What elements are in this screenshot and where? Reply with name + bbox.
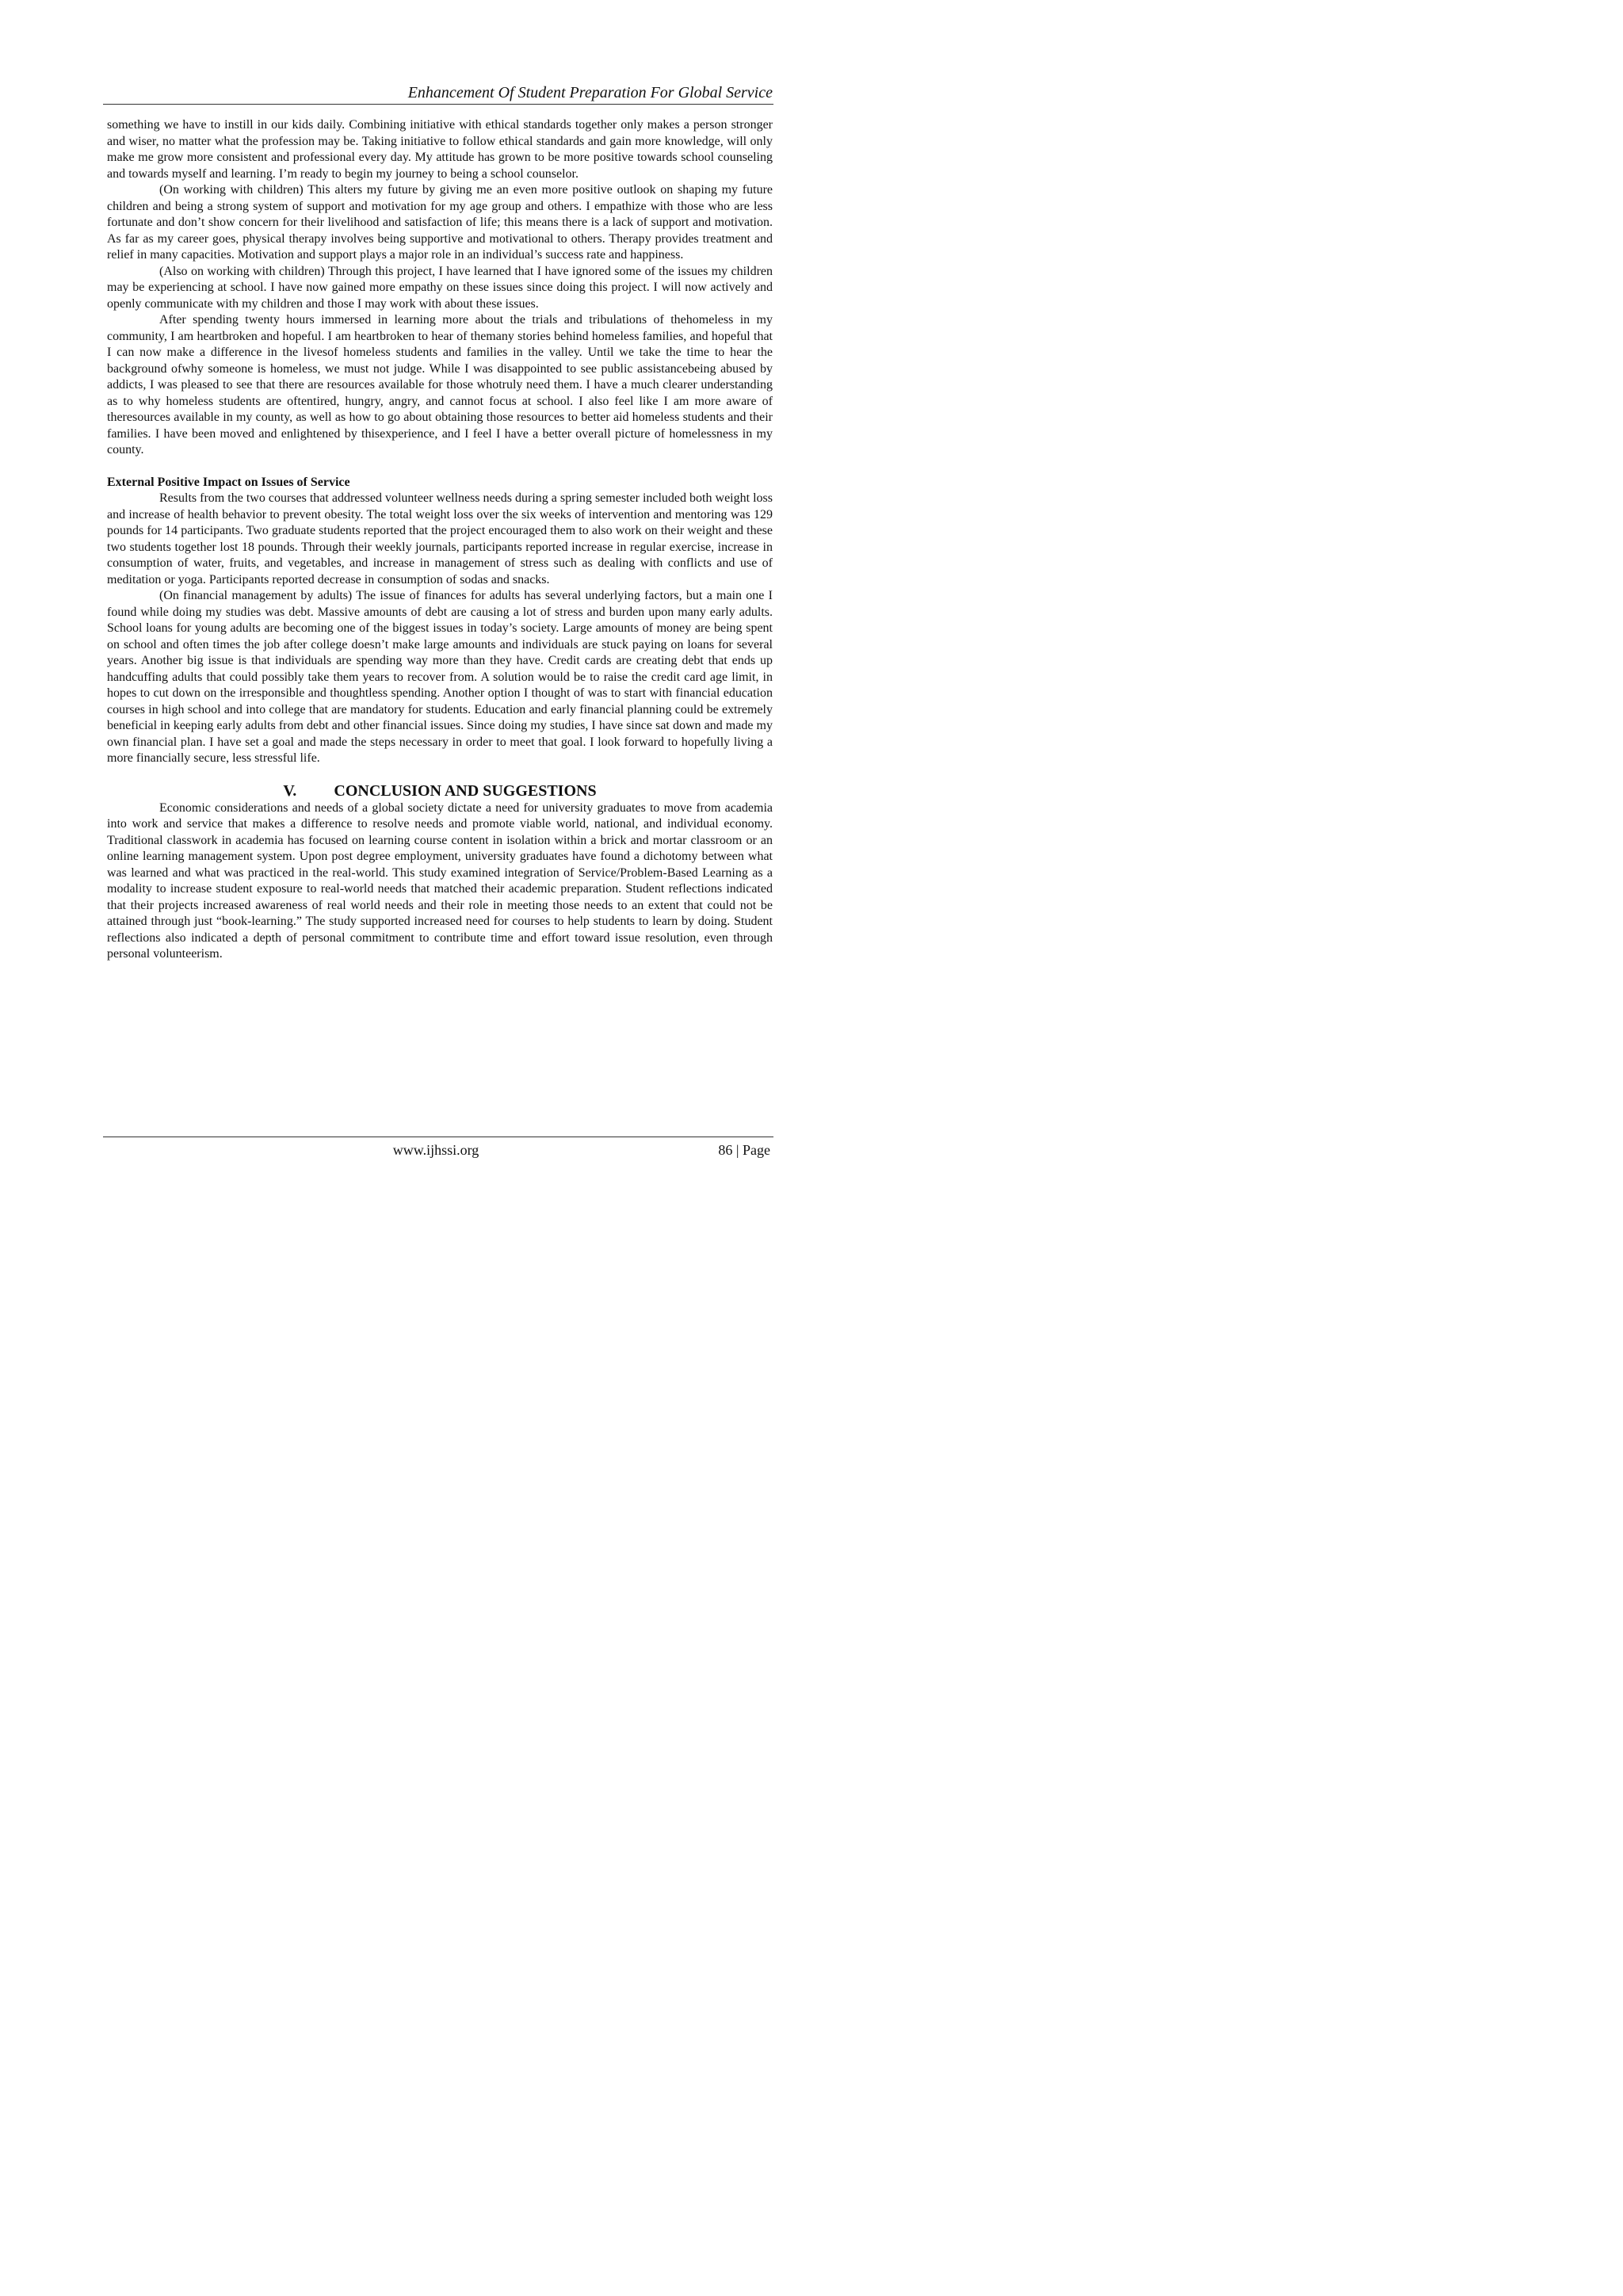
paragraph: (Also on working with children) Through this project, I have learned that I have ignored some of the issues my children may be experiencing at school. I have now gained more empathy on these issues since doing this project. I will now actively and openly communicate with my children and those I may work with about these issues. — [107, 264, 773, 311]
paragraph: something we have to instill in our kids daily. Combining initiative with ethical standards together only makes a person stronger and wiser, no matter what the profession may be. Taking initiative to follow ethical standards and gain more knowledge, will only make me grow more consistent and professional every day. My attitude has grown to be more positive towards school counseling and towards myself and learning. I’m ready to begin my journey to being a school counselor. — [107, 118, 773, 181]
paragraph: Economic considerations and needs of a global society dictate a need for university graduates to move from academia into work and service that makes a difference to resolve needs and promote viable world, national, and individual economy. Traditional classwork in academia has focused on learning course content in isolation within a brick and mortar classroom or an online learning management system. Upon post degree employment, university graduates have found a dichotomy between what was learned and what was practiced in the real-world. This study examined integration of Service/Problem-Based Learning as a modality to increase student exposure to real-world needs that matched their academic preparation. Student reflections indicated that their projects increased awareness of real world needs and their role in meeting those needs to an extent that could not be attained through just “book-learning.” The study supported increased need for courses to help students to learn by doing. Student reflections also indicated a depth of personal commitment to contribute time and effort toward issue resolution, even through personal volunteerism. — [107, 800, 773, 961]
running-header: Enhancement Of Student Preparation For Global Service — [407, 84, 773, 101]
article-body — [107, 117, 773, 963]
paragraph: (On working with children) This alters my future by giving me an even more positive outlook on shaping my future children and being a strong system of support and motivation for my age group and others. I empathize with those who are less fortunate and don’t show concern for their livelihood and satisfaction of life; this means there is a lack of support and motivation. As far as my career goes, physical therapy involves being supportive and motivational to others. Therapy provides treatment and relief in many capacities. Motivation and support plays a major role in an individual’s success rate and happiness. — [107, 183, 773, 262]
paragraph: After spending twenty hours immersed in learning more about the trials and tribulations of thehomeless in my community, I am heartbroken and hopeful. I am heartbroken to hear of themany stories behind homeless families, and hopeful that I can now make a difference in the livesof homeless students and families in the valley. Until we take the time to hear the background ofwhy someone is homeless, we must not judge. While I was disappointed to see public assistancebeing abused by addicts, I was pleased to see that there are resources available for those whotruly need them. I have a much clearer understanding as to why homeless students are oftentired, hungry, angry, and cannot focus at school. I also feel like I am more aware of theresources available in my county, as well as how to go about obtaining those resources to better aid homeless students and their families. I have been moved and enlightened by thisexperience, and I feel I have a better overall picture of homelessness in my county. — [107, 313, 773, 457]
header-divider — [103, 104, 773, 105]
subheading: External Positive Impact on Issues of Service — [107, 475, 350, 489]
page-number: 86 | Page — [718, 1142, 770, 1158]
paragraph: Results from the two courses that addressed volunteer wellness needs during a spring semester included both weight loss and increase of health behavior to prevent obesity. The total weight loss over the six weeks of intervention and mentoring was 129 pounds for 14 participants. Two graduate students reported that the project encouraged them to also work on their weight and these two students together lost 18 pounds. Through their weekly journals, participants reported increase in regular exercise, increase in consumption of water, fruits, and vegetables, and increase in management of stress such as dealing with conflicts and use of meditation or yoga. Participants reported decrease in consumption of sodas and snacks. — [107, 491, 773, 586]
section-title: CONCLUSION AND SUGGESTIONS — [334, 781, 597, 800]
document-page — [0, 0, 874, 1236]
section-heading — [107, 781, 773, 800]
footer-url: www.ijhssi.org — [392, 1142, 479, 1158]
section-number: V. — [283, 781, 297, 800]
paragraph: (On financial management by adults) The issue of finances for adults has several underlying factors, but a main one I found while doing my studies was debt. Massive amounts of debt are causing a lot of stress and burden upon many early adults. School loans for young adults are becoming one of the biggest issues in today’s society. Large amounts of money are being spent on school and often times the job after college doesn’t make large amounts and individuals are stuck paying on loans for several years. Another big issue is that individuals are spending way more than they have. Credit cards are creating debt that ends up handcuffing adults that could possibly take them years to recover from. A solution would be to raise the credit card age limit, in hopes to cut down on the irresponsible and thoughtless spending. Another option I thought of was to start with financial education courses in high school and into college that are mandatory for students. Education and early financial planning could be extremely beneficial in keeping early adults from debt and other financial issues. Since doing my studies, I have since sat down and made my own financial plan. I have set a goal and made the steps necessary in order to meet that goal. I look forward to hopefully living a more financially secure, less stressful life. — [107, 589, 773, 765]
